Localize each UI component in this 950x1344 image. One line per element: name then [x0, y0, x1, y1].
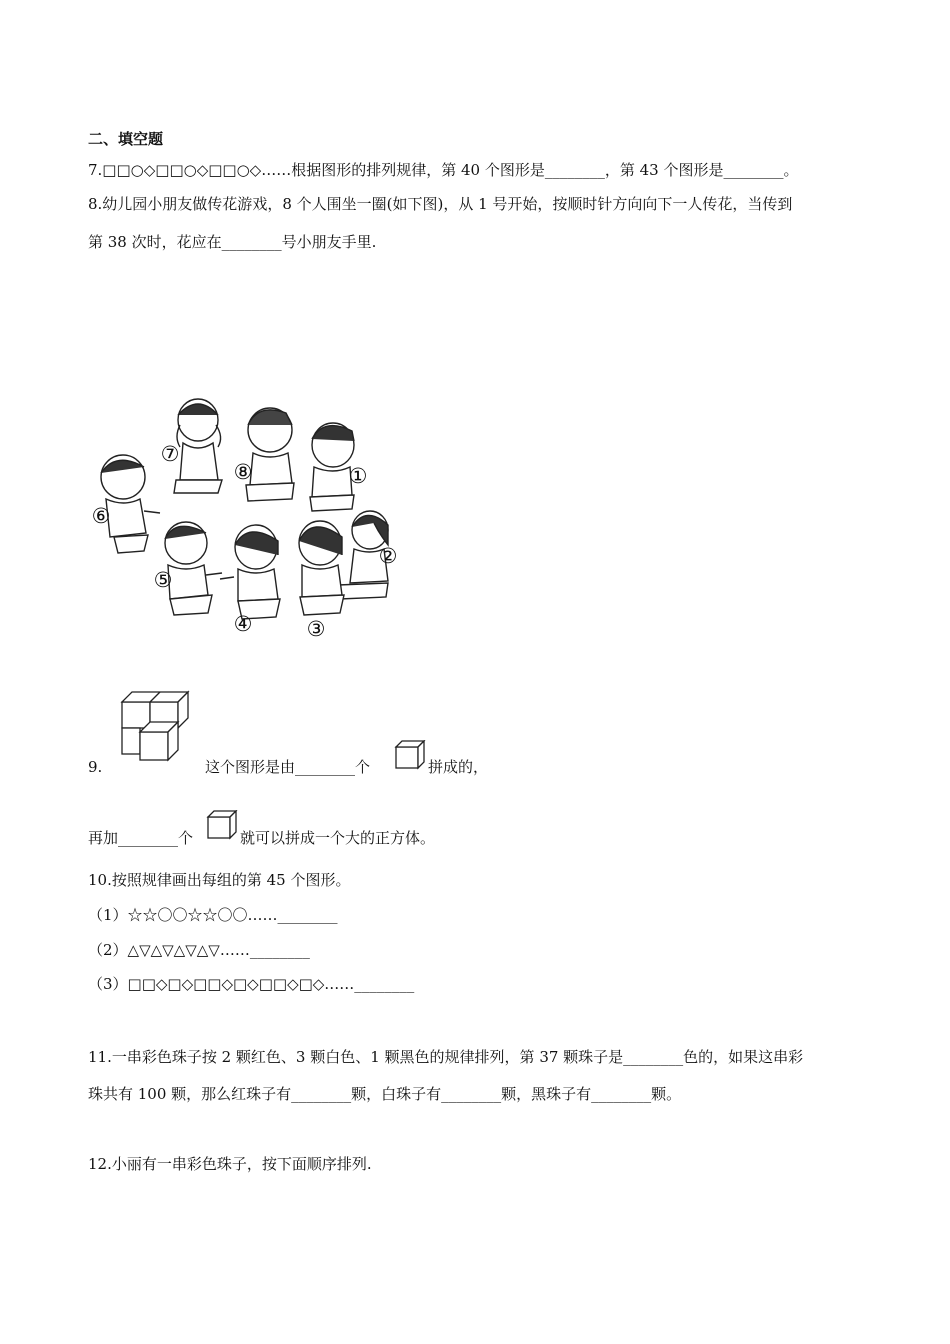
question-10-item-3: （3）□□◇□◇□□◇□◇□□◇□◇……________ [88, 975, 415, 993]
question-8-line2: 第 38 次时，花应在________号小朋友手里. [88, 233, 377, 251]
label-2: ② [378, 544, 398, 568]
question-9-text-b: 拼成的， [428, 758, 489, 776]
label-8: ⑧ [233, 460, 253, 484]
unit-cube-icon [206, 810, 238, 840]
question-9-text-a: 这个图形是由________个 [205, 758, 371, 776]
question-12: 12.小丽有一串彩色珠子，按下面顺序排列. [88, 1155, 372, 1173]
stacked-cubes-figure [120, 690, 190, 764]
unit-cube-icon [394, 740, 426, 770]
child-5-figure [165, 522, 222, 615]
label-6: ⑥ [91, 504, 111, 528]
label-3: ③ [306, 617, 326, 641]
question-10-item-1: （1）☆☆〇〇☆☆〇〇……________ [88, 906, 338, 924]
label-5: ⑤ [153, 568, 173, 592]
children-circle-figure [88, 395, 408, 650]
question-11-line1: 11.一串彩色珠子按 2 颗红色、3 颗白色、1 颗黑色的规律排列，第 37 颗珠子是________色的，如果这串彩 [88, 1048, 804, 1066]
section-title: 二、填空题 [88, 130, 164, 148]
child-7-figure [174, 399, 222, 493]
question-9-line2-a: 再加________个 [88, 829, 194, 847]
label-7: ⑦ [160, 442, 180, 466]
child-3-figure [299, 521, 344, 615]
question-7: 7.□□○◇□□○◇□□○◇……根据图形的排列规律，第 40 个图形是________，第 43 个图形是________。 [88, 161, 799, 179]
label-4: ④ [233, 612, 253, 636]
child-8-figure [246, 408, 294, 501]
question-8-line1: 8.幼儿园小朋友做传花游戏，8 个人围坐一圈(如下图)，从 1 号开始，按顺时针方向向下一人传花，当传到 [88, 195, 793, 213]
question-11-line2: 珠共有 100 颗，那么红珠子有________颗，白珠子有________颗，黑珠子有________颗。 [88, 1085, 682, 1103]
question-10-title: 10.按照规律画出每组的第 45 个图形。 [88, 871, 351, 889]
label-1: ① [348, 464, 368, 488]
question-9-line2-b: 就可以拼成一个大的正方体。 [240, 829, 436, 847]
child-4-figure [220, 525, 280, 619]
question-9-number: 9. [88, 758, 103, 776]
child-1-figure [310, 423, 354, 511]
question-10-item-2: （2）△▽△▽△▽△▽……________ [88, 941, 310, 959]
